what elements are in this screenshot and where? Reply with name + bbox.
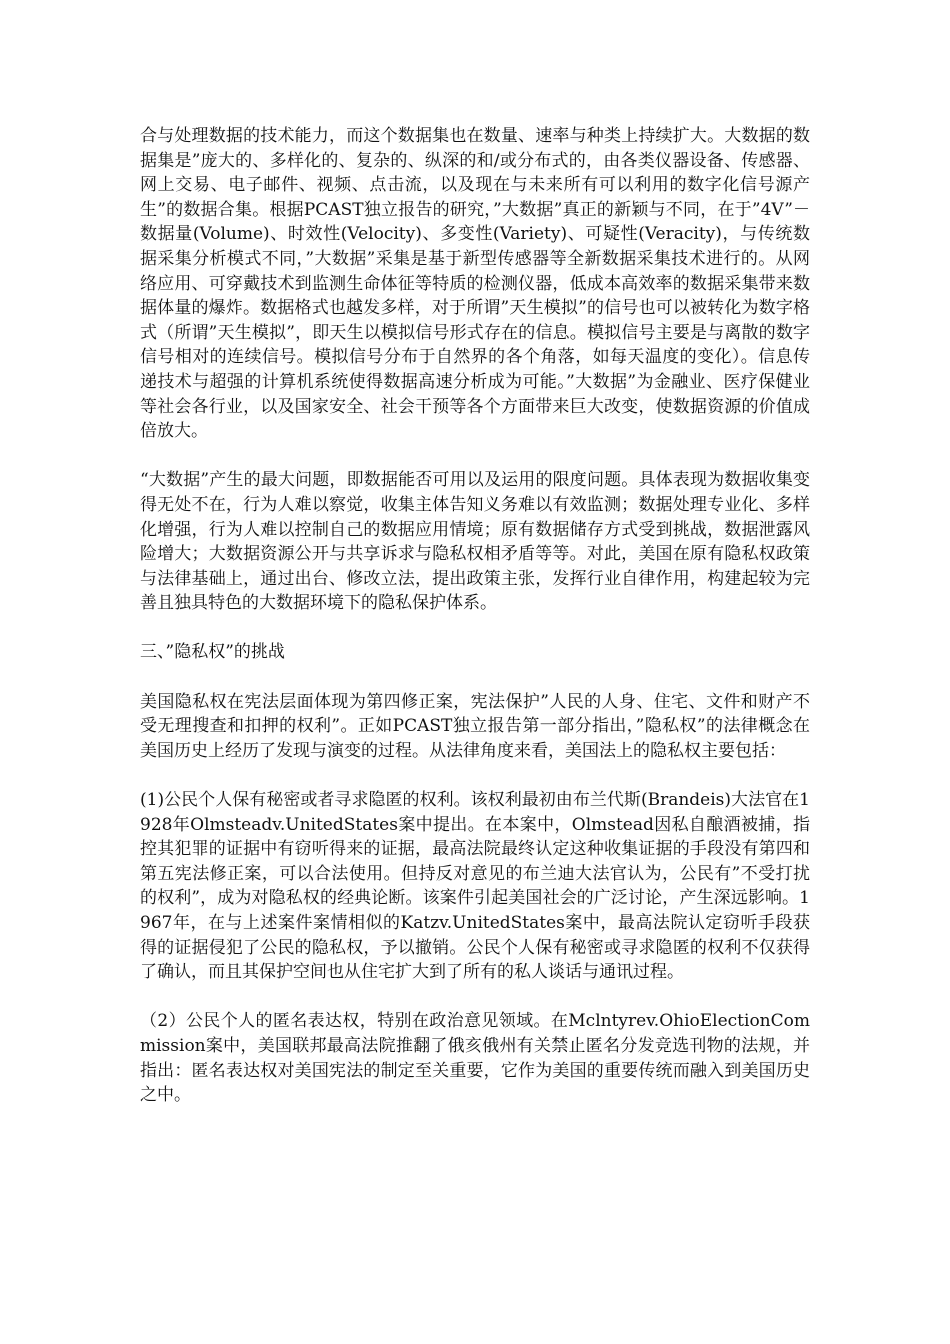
section-heading-privacy-challenge: 三、”隐私权”的挑战: [140, 642, 285, 663]
paragraph-anonymous-expression: （2）公民个人的匿名表达权，特别在政治意见领域。在Mclntyrev.OhioElectionCommission案中，美国联邦最高法院推翻了俄亥俄州有关禁止匿名分发竞选刊物的法规，并指出：匿名表达权对美国宪法的制定至关重要，它作为美国的重要传统而融入到美国历史之中。: [140, 1011, 810, 1106]
paragraph-big-data-problems: “大数据”产生的最大问题，即数据能否可用以及运用的限度问题。具体表现为数据收集变得无处不在，行为人难以察觉，收集主体告知义务难以有效监测；数据处理专业化、多样化增强，行为人难以控制自己的数据应用情境；原有数据储存方式受到挑战，数据泄露风险增大；大数据资源公开与共享诉求与隐私权相矛盾等等。对此，美国在原有隐私权政策与法律基础上，通过出台、修改立法，提出政策主张，发挥行业自律作用，构建起较为完善且独具特色的大数据环境下的隐私保护体系。: [140, 470, 810, 614]
document-body: [140, 124, 810, 1108]
paragraph-right-to-secrecy: (1)公民个人保有秘密或者寻求隐匿的权利。该权利最初由布兰代斯(Brandeis)大法官在1928年Olmsteadv.UnitedStates案中提出。在本案中，Olmstead因私自酿酒被捕，指控其犯罪的证据中有窃听得来的证据，最高法院最终认定这种收集证据的手段没有第四和第五宪法修正案，可以合法使用。但持反对意见的布兰迪大法官认为，公民有”不受打扰的权利”，成为对隐私权的经典论断。该案件引起美国社会的广泛讨论，产生深远影响。1967年，在与上述案件案情相似的Katzv.UnitedStates案中，最高法院认定窃听手段获得的证据侵犯了公民的隐私权，予以撤销。公民个人保有秘密或寻求隐匿的权利不仅获得了确认，而且其保护空间也从住宅扩大到了所有的私人谈话与通讯过程。: [140, 790, 810, 983]
paragraph-us-privacy-right: 美国隐私权在宪法层面体现为第四修正案，宪法保护”人民的人身、住宅、文件和财产不受无理搜查和扣押的权利”。正如PCAST独立报告第一部分指出，”隐私权”的法律概念在美国历史上经历了发现与演变的过程。从法律角度来看，美国法上的隐私权主要包括：: [140, 691, 810, 761]
paragraph-big-data-definition: 合与处理数据的技术能力，而这个数据集也在数量、速率与种类上持续扩大。大数据的数据集是”庞大的、多样化的、复杂的、纵深的和/或分布式的，由各类仪器设备、传感器、网上交易、电子邮件、视频、点击流，以及现在与未来所有可以利用的数字化信号源产生”的数据合集。根据PCAST独立报告的研究，”大数据”真正的新颖与不同，在于”4V”－数据量(Volume)、时效性(Velocity)、多变性(Variety)、可疑性(Veracity)，与传统数据采集分析模式不同，”大数据”采集是基于新型传感器等全新数据采集技术进行的。从网络应用、可穿戴技术到监测生命体征等特质的检测仪器，低成本高效率的数据采集带来数据体量的爆炸。数据格式也越发多样，对于所谓”天生模拟”的信号也可以被转化为数字格式（所谓”天生模拟”，即天生以模拟信号形式存在的信息。模拟信号主要是与离散的数字信号相对的连续信号。模拟信号分布于自然界的各个角落，如每天温度的变化）。信息传递技术与超强的计算机系统使得数据高速分析成为可能。”大数据”为金融业、医疗保健业等社会各行业，以及国家安全、社会干预等各个方面带来巨大改变，使数据资源的价值成倍放大。: [140, 126, 810, 442]
